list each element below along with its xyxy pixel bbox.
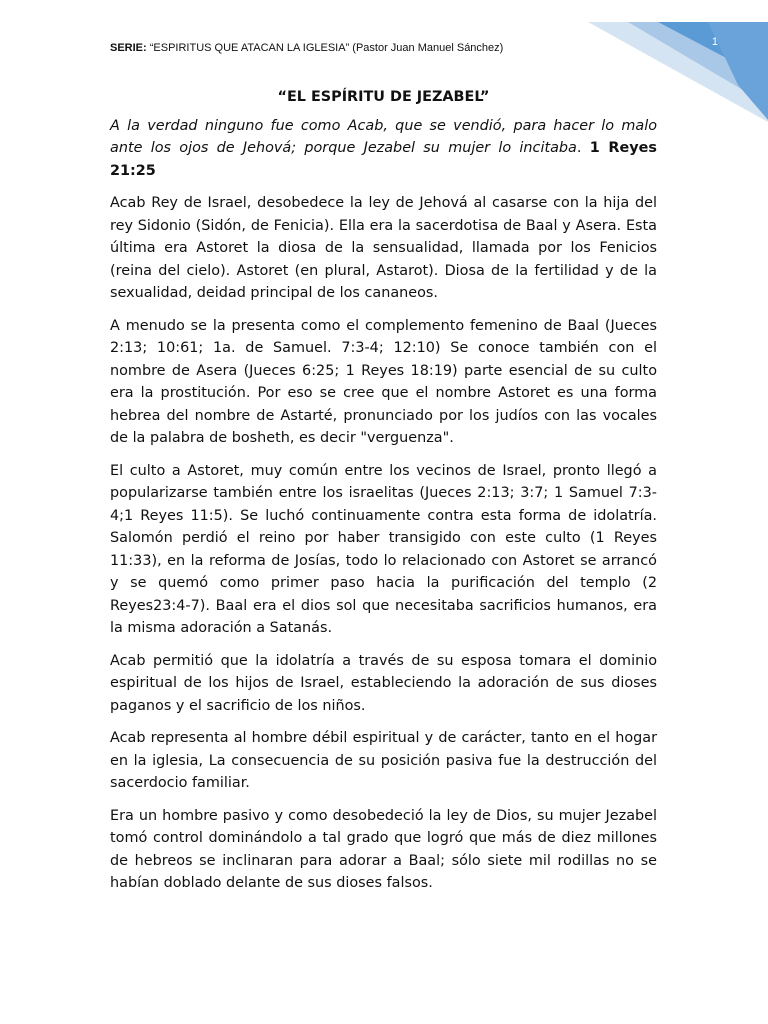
document-body <box>110 86 657 905</box>
paragraph: El culto a Astoret, muy común entre los vecinos de Israel, pronto llegó a popularizarse también entre los israelitas (Jueces 2:13; 3:7; 1 Samuel 7:3-4;1 Reyes 11:5). Se luchó continuamente contra esta forma de idolatría. Salomón perdió el reino por haber transigido con este culto (1 Reyes 11:33), en la reforma de Josías, todo lo relacionado con Astoret se arrancó y se quemó como primer paso hacia la purificación del templo (2 Reyes23:4-7). Baal era el dios sol que necesitaba sacrificios humanos, era la misma adoración a Satanás. <box>110 462 657 636</box>
series-author: (Pastor Juan Manuel Sánchez) <box>352 42 504 54</box>
series-label: SERIE: <box>110 42 147 54</box>
page-number: 1 <box>711 36 718 48</box>
paragraph: A menudo se la presenta como el complemento femenino de Baal (Jueces 2:13; 10:61; 1a. de Samuel. 7:3-4; 12:10) Se conoce también con el nombre de Asera (Jueces 6:25; 1 Reyes 18:19) parte esencial de su culto era la prostitución. Por eso se cree que el nombre Astoret es una forma hebrea del nombre de Astarté, pronunciado por los judíos con las vocales de la palabra de bosheth, es decir "verguenza". <box>110 317 657 446</box>
paragraph: Acab permitió que la idolatría a través de su esposa tomara el dominio espiritual de los hijos de Israel, estableciendo la adoración de sus dioses paganos y el sacrificio de los niños. <box>110 652 657 714</box>
series-title: “ESPIRITUS QUE ATACAN LA IGLESIA” <box>149 42 350 54</box>
paragraph: Acab representa al hombre débil espiritual y de carácter, tanto en el hogar en la iglesia, La consecuencia de su posición pasiva fue la destrucción del sacerdocio familiar. <box>110 730 657 791</box>
quote-text: A la verdad ninguno fue como Acab, que se vendió, para hacer lo malo ante los ojos de Jehová; porque Jezabel su mujer lo incitaba <box>110 117 657 156</box>
paragraph: Era un hombre pasivo y como desobedeció la ley de Dios, su mujer Jezabel tomó control dominándolo a tal grado que logró que más de diez millones de hebreos se inclinaran para adorar a Baal; sólo siete mil rodillas no se habían doblado delante de sus dioses falsos. <box>110 807 657 891</box>
paragraph: Acab Rey de Israel, desobedece la ley de Jehová al casarse con la hija del rey Sidonio (Sidón, de Fenicia). Ella era la sacerdotisa de Baal y Asera. Esta última era Astoret la diosa de la sensualidad, llamada por los Fenicios (reina del cielo). Astoret (en plural, Astarot). Diosa de la fertilidad y de la sexualidad, deidad principal de los cananeos. <box>110 195 657 301</box>
quote-punct: . <box>576 140 582 156</box>
running-header <box>110 42 610 54</box>
document-title: “EL ESPÍRITU DE JEZABEL” <box>277 89 490 105</box>
quote-reference: 1 Reyes 21:25 <box>110 140 657 179</box>
scripture-quote <box>110 115 657 183</box>
